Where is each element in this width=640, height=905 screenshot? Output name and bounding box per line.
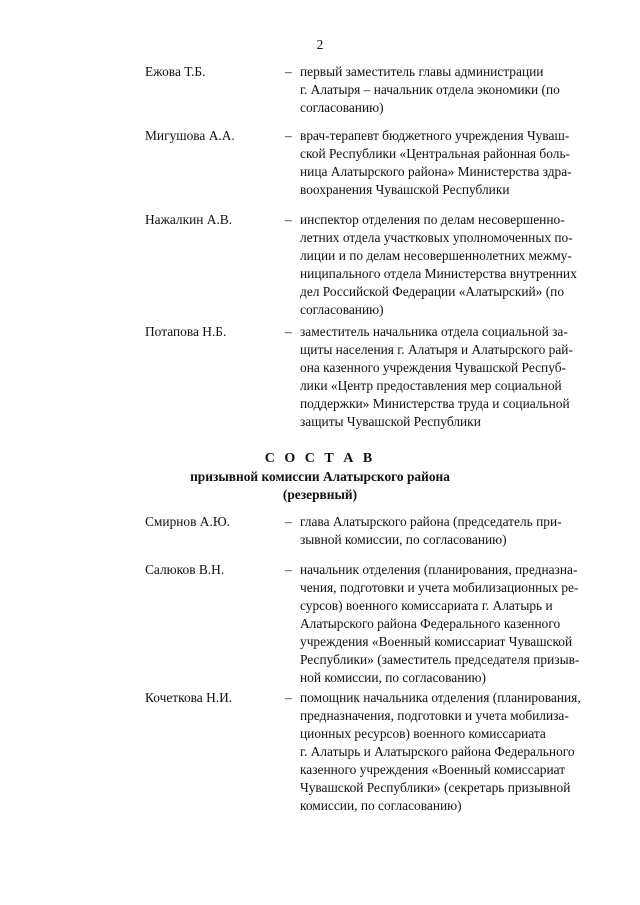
section-subtitle-note: (резервный) bbox=[282, 487, 358, 502]
page-number: 2 bbox=[316, 37, 324, 52]
position-line: Алатырского района Федерального казенного bbox=[300, 616, 561, 631]
member-position bbox=[300, 211, 600, 319]
section-title: С О С Т А В bbox=[264, 451, 376, 466]
position-line: первый заместитель главы администрации bbox=[300, 64, 544, 79]
position-line: зывной комиссии, по согласованию) bbox=[300, 532, 507, 547]
position-line: начальник отделения (планирования, предназна- bbox=[300, 562, 578, 577]
position-line: глава Алатырского района (председатель при- bbox=[300, 514, 562, 529]
member-name: Смирнов А.Ю. bbox=[145, 514, 230, 529]
position-line: предназначения, подготовки и учета мобилиза- bbox=[300, 708, 569, 723]
section-title-block bbox=[0, 450, 640, 504]
position-line: воохранения Чувашской Республики bbox=[300, 182, 510, 197]
position-line: щиты населения г. Алатыря и Алатырского рай- bbox=[300, 342, 573, 357]
position-line: учреждения «Военный комиссариат Чувашской bbox=[300, 634, 573, 649]
position-line: согласованию) bbox=[300, 100, 384, 115]
member-name: Ежова Т.Б. bbox=[145, 64, 206, 79]
position-line: ной комиссии, по согласованию) bbox=[300, 670, 487, 685]
position-line: чения, подготовки и учета мобилизационных ре- bbox=[300, 580, 579, 595]
dash-separator: – bbox=[285, 562, 292, 577]
position-line: заместитель начальника отдела социальной за- bbox=[300, 324, 568, 339]
member-position bbox=[300, 323, 600, 431]
position-line: дел Российской Федерации «Алатырский» (по bbox=[300, 284, 565, 299]
member-name: Потапова Н.Б. bbox=[145, 324, 227, 339]
position-line: казенного учреждения «Военный комиссариат bbox=[300, 762, 566, 777]
dash-separator: – bbox=[285, 690, 292, 705]
member-position bbox=[300, 513, 600, 549]
position-line: г. Алатырь и Алатырского района Федерального bbox=[300, 744, 575, 759]
dash-separator: – bbox=[285, 514, 292, 529]
position-line: лиции и по делам несовершеннолетних межму- bbox=[300, 248, 572, 263]
member-position bbox=[300, 689, 600, 815]
position-line: ниципального отдела Министерства внутренних bbox=[300, 266, 577, 281]
position-line: Республики» (заместитель председателя призыв- bbox=[300, 652, 580, 667]
member-name: Мигушова А.А. bbox=[145, 128, 235, 143]
position-line: помощник начальника отделения (планирования, bbox=[300, 690, 581, 705]
position-line: согласованию) bbox=[300, 302, 384, 317]
member-position bbox=[300, 63, 600, 117]
dash-separator: – bbox=[285, 64, 292, 79]
position-line: комиссии, по согласованию) bbox=[300, 798, 462, 813]
position-line: сурсов) военного комиссариата г. Алатырь и bbox=[300, 598, 553, 613]
position-line: инспектор отделения по делам несовершенно- bbox=[300, 212, 565, 227]
position-line: врач-терапевт бюджетного учреждения Чуваш- bbox=[300, 128, 570, 143]
position-line: летних отдела участковых уполномоченных по- bbox=[300, 230, 573, 245]
member-position bbox=[300, 561, 600, 687]
position-line: ской Республики «Центральная районная боль- bbox=[300, 146, 571, 161]
position-line: она казенного учреждения Чувашской Респуб- bbox=[300, 360, 567, 375]
position-line: Чувашской Республики» (секретарь призывной bbox=[300, 780, 571, 795]
section-subtitle: призывной комиссии Алатырского района bbox=[190, 469, 450, 484]
position-line: защиты Чувашской Республики bbox=[300, 414, 481, 429]
member-name: Нажалкин А.В. bbox=[145, 212, 233, 227]
position-line: лики «Центр предоставления мер социальной bbox=[300, 378, 562, 393]
dash-separator: – bbox=[285, 212, 292, 227]
dash-separator: – bbox=[285, 128, 292, 143]
member-position bbox=[300, 127, 600, 199]
member-name: Кочеткова Н.И. bbox=[145, 690, 233, 705]
position-line: ница Алатырского района» Министерства здра- bbox=[300, 164, 572, 179]
member-name: Салюков В.Н. bbox=[145, 562, 225, 577]
position-line: г. Алатыря – начальник отдела экономики (по bbox=[300, 82, 560, 97]
position-line: ционных ресурсов) военного комиссариата bbox=[300, 726, 546, 741]
position-line: поддержки» Министерства труда и социальной bbox=[300, 396, 570, 411]
dash-separator: – bbox=[285, 324, 292, 339]
